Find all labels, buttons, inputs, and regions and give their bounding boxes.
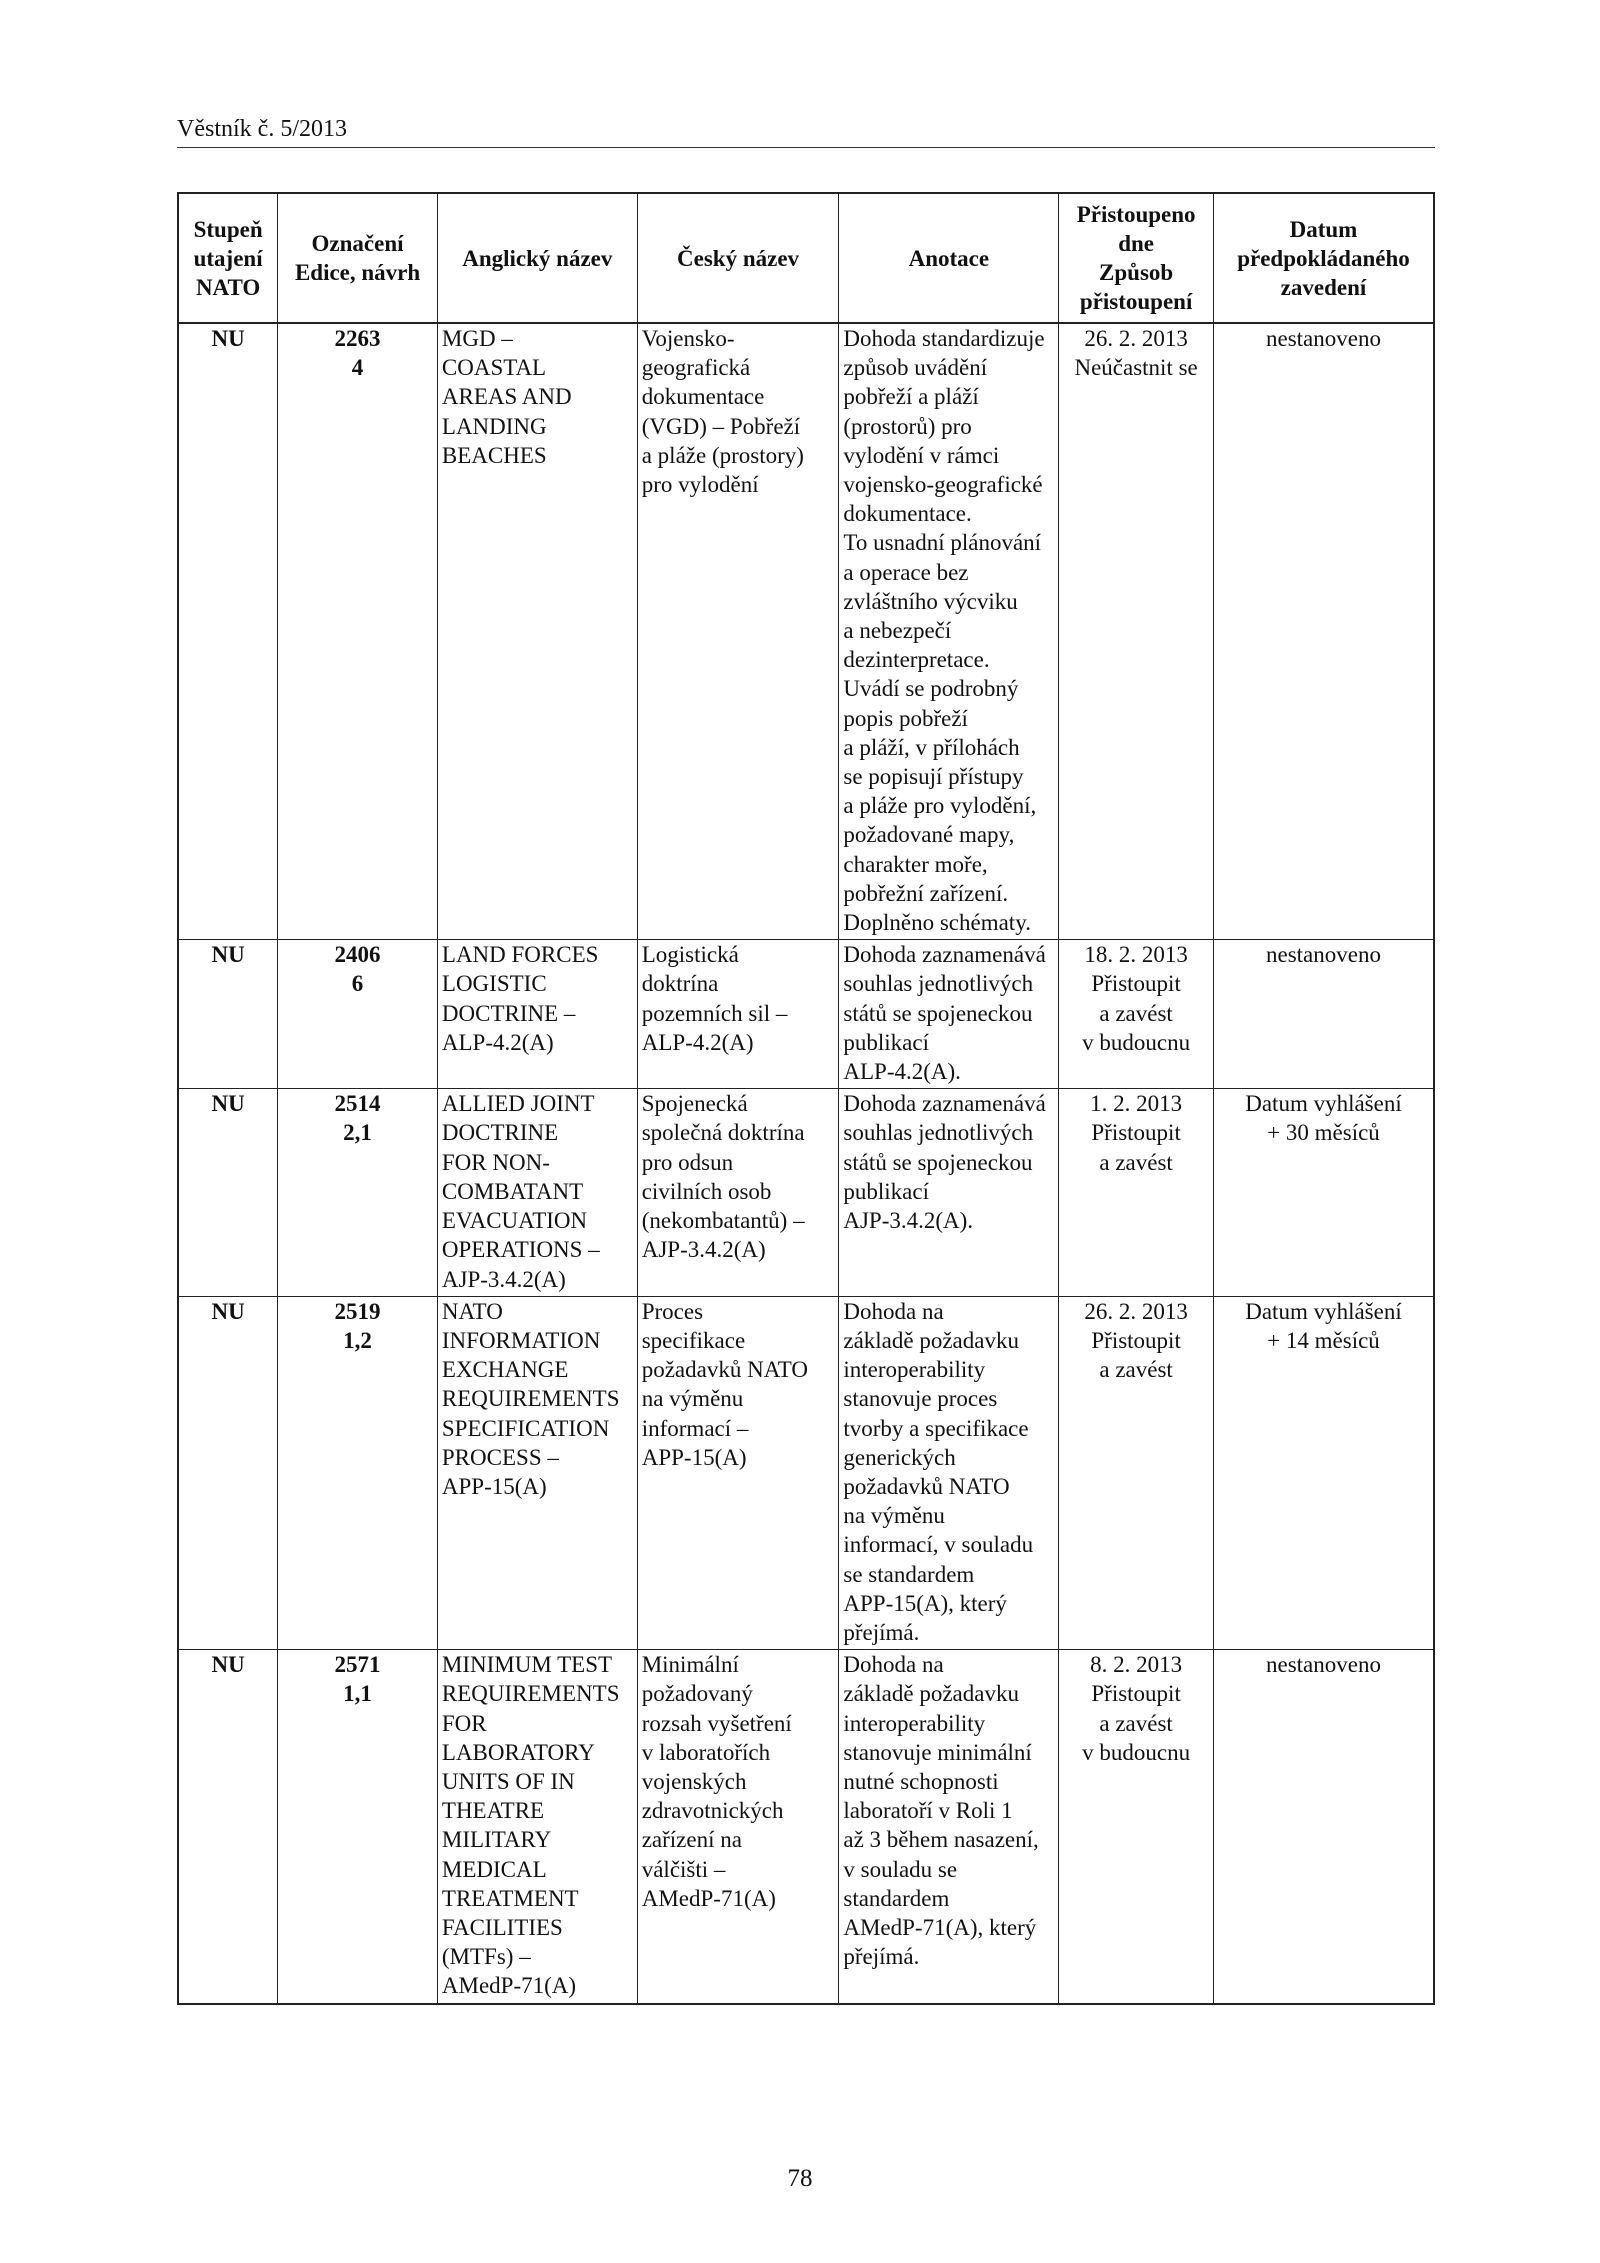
header-line: Způsob [1099,260,1174,285]
cell-line: vylodění v rámci [843,442,1000,468]
cell-line: základě požadavku [843,1681,1019,1707]
cell-line: informací, v souladu [843,1532,1034,1558]
cell-line: specifikace [641,1327,746,1353]
table-body [178,323,1434,2004]
header-line: Anotace [908,245,990,271]
header-designation [278,193,438,323]
cell-line: ALP-4.2(A). [843,1059,961,1085]
cell-line: zařízení na [641,1827,742,1853]
cell-line: souhlas jednotlivých [843,971,1034,997]
cell-line: nestanoveno [1266,326,1381,351]
cell-line: a zavést [1099,1710,1173,1736]
header-line: Český název [677,245,800,271]
czech-title-cell [637,1089,839,1296]
czech-title-cell [637,1296,839,1649]
cell-line: THEATRE [441,1798,545,1824]
english-title-cell [437,940,637,1089]
header-line: Přistoupeno [1076,202,1196,227]
cell-line: a pláže (prostory) [641,442,804,468]
czech-title-cell [637,1650,839,2004]
cell-line: + 30 měsíců [1267,1120,1380,1146]
annotation-cell [839,940,1059,1089]
cell-line: 26. 2. 2013 [1084,1298,1188,1324]
cell-line: interoperability [843,1357,986,1383]
publication-title: Věstník č. 5/2013 [177,116,347,142]
cell-line: REQUIREMENTS [441,1681,620,1707]
cell-line: FACILITIES [441,1914,563,1940]
cell-line: Logistická [641,942,739,968]
czech-title-cell [637,940,839,1089]
cell-line: vojensko-geografické [843,472,1043,498]
cell-line: v souladu se [843,1856,958,1882]
classification-cell: NU [178,323,278,940]
cell-line: v budoucnu [1082,1029,1191,1055]
cell-line: souhlas jednotlivých [843,1120,1034,1146]
header-line: zavedení [1280,274,1367,300]
cell-line: Doplněno schématy. [843,910,1031,936]
header-line: Edice, návrh [294,260,421,285]
implementation-date-cell [1213,940,1434,1089]
cell-line: COASTAL [441,355,547,381]
header-implementation-date [1213,193,1434,323]
cell-line: laboratoří v Roli 1 [843,1798,1013,1824]
cell-line: LAND FORCES [441,942,599,968]
cell-line: a pláží, v přílohách [843,734,1020,760]
cell-line: 2519 [334,1298,381,1324]
cell-line: LANDING [441,413,547,439]
cell-line: 1,2 [343,1327,372,1353]
implementation-date-cell [1213,1296,1434,1649]
cell-line: 2406 [334,942,381,968]
cell-line: Dohoda na [843,1652,944,1678]
cell-line: publikací [843,1178,929,1204]
implementation-date-cell [1213,1650,1434,2004]
cell-line: a zavést [1099,1000,1173,1026]
cell-line: požadovaný [641,1681,753,1707]
cell-line: požadované mapy, [843,822,1015,848]
cell-line: stanovuje proces [843,1386,998,1412]
classification-cell: NU [178,940,278,1089]
cell-line: požadavků NATO [641,1357,809,1383]
header-annotation [839,193,1059,323]
cell-line: COMBATANT [441,1178,584,1204]
cell-line: Neúčastnit se [1074,355,1198,381]
cell-line: generických [843,1444,956,1470]
cell-line: civilních osob [641,1178,772,1204]
cell-line: MINIMUM TEST [441,1652,613,1678]
cell-line: To usnadní plánování [843,530,1042,556]
cell-line: společná doktrína [641,1120,805,1146]
cell-line: v budoucnu [1082,1739,1191,1765]
cell-line: nestanoveno [1266,942,1381,968]
header-line: utajení [193,245,263,271]
cell-line: APP-15(A), který [843,1590,1007,1616]
table-row [178,1296,1434,1649]
cell-line: 26. 2. 2013 [1084,326,1188,351]
annotation-cell [839,1296,1059,1649]
cell-line: tvorby a specifikace [843,1415,1029,1441]
cell-line: 4 [351,355,364,381]
header-line: předpokládaného [1237,245,1410,271]
cell-line: publikací [843,1029,929,1055]
cell-line: Vojensko- [641,326,735,351]
cell-line: Dohoda na [843,1298,944,1324]
cell-line: se standardem [843,1561,975,1587]
cell-line: pobřežní zařízení. [843,880,1009,906]
table-row [178,1650,1434,2004]
standards-table [177,192,1435,2005]
cell-line: SPECIFICATION [441,1415,610,1441]
header-line: přistoupení [1079,289,1193,314]
classification-cell: NU [178,1089,278,1296]
czech-title-cell [637,323,839,940]
table-row [178,940,1434,1089]
implementation-date-cell [1213,1089,1434,1296]
cell-line: a zavést [1099,1149,1173,1175]
cell-line: LOGISTIC [441,971,547,997]
cell-line: na výměnu [843,1503,945,1529]
cell-line: dokumentace. [843,501,972,527]
cell-line: stanovuje minimální [843,1739,1032,1765]
cell-line: 2514 [334,1091,381,1117]
cell-line: BEACHES [441,442,547,468]
accession-cell [1059,1296,1214,1649]
annotation-cell [839,1650,1059,2004]
cell-line: INFORMATION [441,1327,601,1353]
header-line: Stupeň [193,216,263,242]
english-title-cell [437,1650,637,2004]
table-row [178,323,1434,940]
cell-line: pro odsun [641,1149,734,1175]
cell-line: DOCTRINE [441,1120,559,1146]
cell-line: PROCESS – [441,1444,559,1470]
cell-line: (VGD) – Pobřeží [641,413,801,439]
cell-line: REQUIREMENTS [441,1386,620,1412]
cell-line: nutné schopnosti [843,1768,999,1794]
english-title-cell [437,1089,637,1296]
cell-line: 18. 2. 2013 [1084,942,1188,968]
implementation-date-cell [1213,323,1434,940]
cell-line: pro vylodění [641,472,759,498]
header-classification [178,193,278,323]
cell-line: (nekombatantů) – [641,1208,805,1234]
cell-line: standardem [843,1885,950,1911]
accession-cell [1059,1089,1214,1296]
cell-line: DOCTRINE – [441,1000,576,1026]
cell-line: 2263 [334,326,381,351]
cell-line: zdravotnických [641,1798,784,1824]
cell-line: (prostorů) pro [843,413,972,439]
cell-line: interoperability [843,1710,986,1736]
cell-line: MILITARY [441,1827,552,1853]
accession-cell [1059,323,1214,940]
cell-line: AJP-3.4.2(A) [641,1237,766,1263]
cell-line: ALLIED JOINT [441,1091,595,1117]
cell-line: Proces [641,1298,704,1324]
header-line: Anglický název [462,245,613,271]
accession-cell [1059,940,1214,1089]
cell-line: států se spojeneckou [843,1149,1033,1175]
header-line: Datum [1289,216,1358,242]
cell-line: 6 [351,971,364,997]
header-line: NATO [195,274,261,300]
cell-line: 1. 2. 2013 [1090,1091,1183,1117]
cell-line: vojenských [641,1768,747,1794]
designation-cell [278,1650,438,2004]
cell-line: AMedP-71(A) [641,1885,776,1911]
cell-line: Přistoupit [1091,971,1181,997]
designation-cell [278,323,438,940]
cell-line: informací – [641,1415,749,1441]
cell-line: charakter moře, [843,851,988,877]
table-header-row [178,193,1434,323]
cell-line: MGD – [441,326,513,351]
cell-line: 8. 2. 2013 [1090,1652,1183,1678]
cell-line: států se spojeneckou [843,1000,1033,1026]
cell-line: Přistoupit [1091,1120,1181,1146]
cell-line: a pláže pro vylodění, [843,793,1037,819]
cell-line: pozemních sil – [641,1000,788,1026]
cell-line: na výměnu [641,1386,744,1412]
cell-line: a operace bez [843,559,969,585]
cell-line: geografická [641,355,751,381]
cell-line: 1,1 [343,1681,372,1707]
classification-cell: NU [178,1296,278,1649]
cell-line: AREAS AND [441,384,572,410]
cell-line: pobřeží a pláží [843,384,979,410]
cell-line: nestanoveno [1266,1652,1381,1678]
cell-line: AMedP-71(A) [441,1973,577,1999]
cell-line: požadavků NATO [843,1473,1010,1499]
cell-line: AJP-3.4.2(A). [843,1208,974,1234]
header-english-title [437,193,637,323]
cell-line: Minimální [641,1652,739,1678]
english-title-cell [437,1296,637,1649]
table-row [178,1089,1434,1296]
cell-line: a zavést [1099,1357,1173,1383]
cell-line: FOR [441,1710,487,1736]
cell-line: popis pobřeží [843,705,968,731]
cell-line: až 3 během nasazení, [843,1827,1039,1853]
classification-cell: NU [178,1650,278,2004]
cell-line: + 14 měsíců [1267,1327,1380,1353]
cell-line: NATO [441,1298,503,1324]
cell-line: dezinterpretace. [843,647,990,673]
cell-line: AMedP-71(A), který [843,1914,1037,1940]
cell-line: zvláštního výcviku [843,588,1018,614]
cell-line: Datum vyhlášení [1245,1298,1402,1324]
cell-line: rozsah vyšetření [641,1710,792,1736]
cell-line: způsob uvádění [843,355,988,381]
cell-line: přejímá. [843,1944,920,1970]
cell-line: APP-15(A) [441,1473,547,1499]
cell-line: základě požadavku [843,1327,1019,1353]
cell-line: OPERATIONS – [441,1237,600,1263]
cell-line: ALP-4.2(A) [441,1029,554,1055]
annotation-cell [839,1089,1059,1296]
cell-line: dokumentace [641,384,765,410]
designation-cell [278,940,438,1089]
cell-line: Datum vyhlášení [1245,1091,1402,1117]
cell-line: TREATMENT [441,1885,579,1911]
cell-line: AJP-3.4.2(A) [441,1266,566,1292]
annotation-cell [839,323,1059,940]
cell-line: Dohoda zaznamenává [843,942,1046,968]
page-number: 78 [787,2165,813,2192]
cell-line: Uvádí se podrobný [843,676,1019,702]
designation-cell [278,1089,438,1296]
cell-line: ALP-4.2(A) [641,1029,754,1055]
cell-line: FOR NON- [441,1149,550,1175]
cell-line: Přistoupit [1091,1681,1181,1707]
header-line: Označení [311,231,404,256]
cell-line: EXCHANGE [441,1357,569,1383]
cell-line: v laboratořích [641,1739,771,1765]
header-accession [1059,193,1214,323]
cell-line: MEDICAL [441,1856,547,1882]
accession-cell [1059,1650,1214,2004]
cell-line: APP-15(A) [641,1444,747,1470]
header-line: dne [1118,231,1155,256]
cell-line: UNITS OF IN [441,1768,575,1794]
english-title-cell [437,323,637,940]
cell-line: Přistoupit [1091,1327,1181,1353]
cell-line: 2,1 [343,1120,372,1146]
cell-line: (MTFs) – [441,1944,531,1970]
page-header [177,108,1435,148]
cell-line: a nebezpečí [843,618,952,644]
cell-line: přejímá. [843,1619,920,1645]
cell-line: Spojenecká [641,1091,748,1117]
cell-line: EVACUATION [441,1208,588,1234]
cell-line: válčišti – [641,1856,726,1882]
designation-cell [278,1296,438,1649]
cell-line: LABORATORY [441,1739,595,1765]
cell-line: doktrína [641,971,719,997]
header-czech-title [637,193,839,323]
cell-line: 2571 [334,1652,381,1678]
cell-line: Dohoda standardizuje [843,326,1045,351]
cell-line: se popisují přístupy [843,764,1024,790]
cell-line: Dohoda zaznamenává [843,1091,1046,1117]
